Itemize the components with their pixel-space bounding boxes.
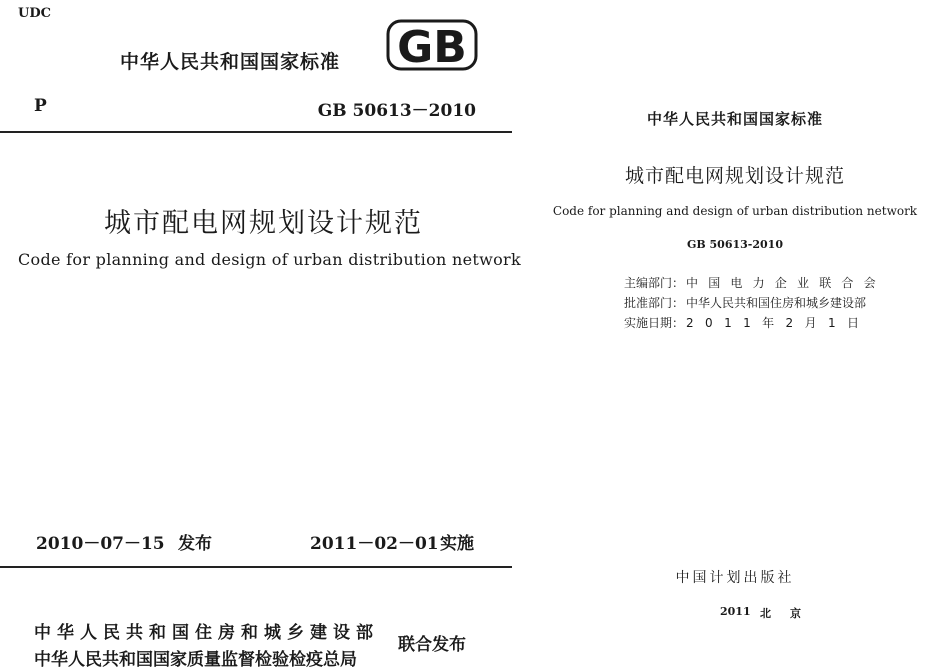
standard-number: GB 50613－2010 bbox=[317, 101, 476, 121]
issuer-1: 中华人民共和国住房和城乡建设部 bbox=[34, 623, 379, 643]
approver-value: 中华人民共和国住房和城乡建设部 bbox=[686, 296, 867, 310]
gb-logo-text: GB bbox=[397, 22, 467, 71]
editor-label: 主编部门： bbox=[624, 276, 685, 290]
issuer-2: 中华人民共和国国家质量监督检验检疫总局 bbox=[34, 650, 357, 670]
effective-date: 2011－02－01 bbox=[310, 534, 439, 554]
bottom-rule bbox=[0, 566, 512, 568]
category-code: P bbox=[34, 96, 47, 116]
issue-date: 2010－07－15 bbox=[36, 534, 165, 554]
cover-title-cn: 城市配电网规划设计规范 bbox=[104, 208, 423, 239]
title-page-standard-type: 中华人民共和国国家标准 bbox=[646, 110, 823, 128]
title-page bbox=[520, 0, 950, 668]
title-page-title-en: Code for planning and design of urban distribution network bbox=[552, 204, 918, 218]
publisher: 中国计划出版社 bbox=[675, 570, 795, 586]
title-page-standard-number: GB 50613-2010 bbox=[687, 238, 783, 251]
effective-label: 实施 bbox=[440, 534, 474, 554]
gb-logo bbox=[386, 19, 478, 71]
cover-title-en: Code for planning and design of urban distribution network bbox=[18, 250, 521, 269]
issue-label: 发布 bbox=[178, 534, 212, 554]
joint-issue-label: 联合发布 bbox=[398, 635, 466, 655]
udc-label: UDC bbox=[18, 6, 51, 21]
effective-date-label: 实施日期： bbox=[624, 316, 685, 330]
standard-type: 中华人民共和国国家标准 bbox=[120, 51, 341, 73]
top-rule bbox=[0, 131, 512, 133]
publication-year: 2011 bbox=[720, 605, 751, 618]
effective-date-value: 2011年2月1日 bbox=[686, 316, 871, 330]
approver-label: 批准部门： bbox=[624, 296, 685, 310]
title-page-title-cn: 城市配电网规划设计规范 bbox=[624, 165, 845, 187]
editor-value: 中国电力企业联合会 bbox=[686, 276, 886, 290]
publication-city: 北 京 bbox=[760, 607, 805, 620]
